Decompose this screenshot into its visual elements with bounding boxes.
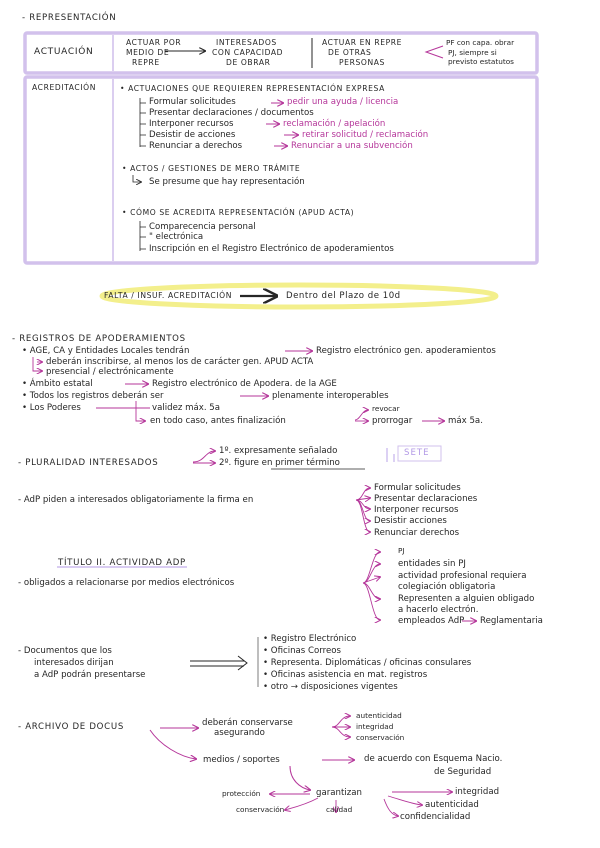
- acreditacion-item-1: Formular solicitudes: [149, 97, 236, 107]
- acreditacion-item-3-result: reclamación / apelación: [283, 119, 386, 129]
- documentos-item-5: • otro → disposiciones vigentes: [263, 682, 398, 692]
- como-item-1: Comparecencia personal: [149, 222, 256, 232]
- archivo-confidencialidad: confidencialidad: [400, 812, 471, 822]
- como-item-3: Inscripción en el Registro Electrónico de apoderamientos: [149, 244, 394, 254]
- actuacion-col1-line3: REPRE: [132, 58, 160, 67]
- adp-firma-item-4: Desistir acciones: [374, 516, 447, 526]
- como-item-2: " electrónica: [149, 232, 204, 242]
- titulo2-title: TÍTULO II. ACTIVIDAD ADP: [58, 558, 186, 568]
- archivo-title: - ARCHIVO DE DOCUS: [18, 722, 124, 732]
- archivo-deberan-item-2: integridad: [356, 722, 394, 731]
- adp-firma-item-2: Presentar declaraciones: [374, 494, 478, 504]
- actuacion-col3-line1: ACTUAR EN REPRE: [322, 38, 403, 47]
- archivo-esquema-2: de Seguridad: [434, 767, 492, 777]
- documentos-item-4: • Oficinas asistencia en mat. registros: [263, 670, 428, 680]
- archivo-calidad: calidad: [326, 805, 353, 814]
- archivo-deberan-item-3: conservación: [356, 733, 405, 742]
- representacion-title: - REPRESENTACIÓN: [22, 13, 117, 23]
- archivo-garantizan: garantizan: [316, 788, 362, 798]
- documentos-item-1: • Registro Electrónico: [263, 634, 357, 644]
- actuacion-col4-line1: PF con capa. obrar: [446, 38, 515, 47]
- actos-text: Se presume que hay representación: [149, 177, 305, 187]
- titulo2-item-7: empleados AdP: [398, 616, 465, 626]
- registros-line4: • Ámbito estatal: [22, 379, 93, 389]
- archivo-esquema-1: de acuerdo con Esquema Nacio.: [364, 754, 503, 764]
- archivo-deberan-2: asegurando: [214, 728, 265, 738]
- registros-max: máx 5a.: [448, 416, 483, 426]
- titulo2-reglamentaria: Reglamentaria: [480, 616, 543, 626]
- archivo-conservacion: conservación: [236, 805, 285, 814]
- acreditacion-item-4-result: retirar solicitud / reclamación: [302, 130, 429, 140]
- archivo-autenticidad: autenticidad: [425, 800, 479, 810]
- acreditacion-item-3: Interponer recursos: [149, 119, 234, 129]
- actuacion-col3-line2: DE OTRAS: [328, 48, 372, 57]
- titulo2-item-3: actividad profesional requiera: [398, 571, 527, 581]
- titulo2-item-4: colegiación obligatoria: [398, 582, 496, 592]
- actuacion-col2-line2: CON CAPACIDAD: [212, 48, 284, 57]
- adp-firma-item-3: Interponer recursos: [374, 505, 459, 515]
- documentos-item-3: • Representa. Diplomáticas / oficinas consulares: [263, 658, 472, 668]
- documentos-line-1: - Documentos que los: [18, 646, 112, 656]
- registros-line2: deberán inscribirse, al menos los de carácter gen. APUD ACTA: [46, 357, 314, 367]
- acreditacion-item-1-result: pedir una ayuda / licencia: [287, 97, 399, 107]
- registros-line1: • AGE, CA y Entidades Locales tendrán: [22, 346, 190, 356]
- actuacion-col4-line2: PJ, siempre si: [448, 48, 497, 57]
- registros-title: - REGISTROS DE APODERAMIENTOS: [12, 334, 186, 344]
- registros-line1-result: Registro electrónico gen. apoderamientos: [316, 346, 496, 356]
- actos-heading: • ACTOS / GESTIONES DE MERO TRÁMITE: [122, 164, 301, 173]
- registros-line6: • Los Poderes: [22, 403, 81, 413]
- adp-firma-item-5: Renunciar derechos: [374, 528, 460, 538]
- registros-revocar: revocar: [372, 404, 400, 413]
- archivo-deberan-1: deberán conservarse: [202, 718, 293, 728]
- pluralidad-opt1: 1º. expresamente señalado: [219, 446, 338, 456]
- registros-line5: • Todos los registros deberán ser: [22, 391, 164, 401]
- titulo2-item-6: a hacerlo electrón.: [398, 605, 479, 615]
- actuacion-label: ACTUACIÓN: [34, 47, 94, 57]
- acreditacion-item-2: Presentar declaraciones / documentos: [149, 108, 314, 118]
- registros-line5-result: plenamente interoperables: [272, 391, 389, 401]
- documentos-line-2: interesados dirijan: [34, 658, 114, 668]
- titulo2-item-2: entidades sin PJ: [398, 559, 466, 569]
- registros-prorrogar: prorrogar: [372, 416, 413, 426]
- adp-firma-text: - AdP piden a interesados obligatoriamente la firma en: [18, 495, 254, 505]
- acreditacion-heading: • ACTUACIONES QUE REQUIEREN REPRESENTACIÓN EXPRESA: [120, 84, 385, 93]
- registros-line4-result: Registro electrónico de Apodera. de la AGE: [152, 379, 337, 389]
- pluralidad-opt2: 2º. figure en primer término: [219, 458, 340, 468]
- titulo2-obligados: - obligados a relacionarse por medios electrónicos: [18, 578, 235, 588]
- adp-firma-item-1: Formular solicitudes: [374, 483, 461, 493]
- acreditacion-item-4: Desistir de acciones: [149, 130, 236, 140]
- archivo-deberan-item-1: autenticidad: [356, 711, 402, 720]
- actuacion-col2-line1: INTERESADOS: [216, 38, 277, 47]
- documentos-line-3: a AdP podrán presentarse: [34, 670, 146, 680]
- falta-label: FALTA / INSUF. ACREDITACIÓN: [104, 291, 232, 300]
- acreditacion-item-5: Renunciar a derechos: [149, 141, 243, 151]
- acreditacion-item-5-result: Renunciar a una subvención: [291, 141, 413, 151]
- como-heading: • CÓMO SE ACREDITA REPRESENTACIÓN (APUD ACTA): [122, 208, 355, 217]
- actuacion-col1-line2: MEDIO DE: [126, 48, 170, 57]
- archivo-medios: medios / soportes: [203, 755, 280, 765]
- actuacion-col4-line3: previsto estatutos: [448, 57, 514, 66]
- actuacion-col2-line3: DE OBRAR: [226, 58, 271, 67]
- pluralidad-note: SETE: [404, 448, 430, 458]
- registros-line3: presencial / electrónicamente: [46, 367, 174, 377]
- registros-line6-a: validez máx. 5a: [152, 403, 221, 413]
- documentos-item-2: • Oficinas Correos: [263, 646, 342, 656]
- falta-plazo: Dentro del Plazo de 10d: [286, 291, 401, 301]
- acreditacion-label: ACREDITACIÓN: [32, 83, 97, 92]
- pluralidad-title: - PLURALIDAD INTERESADOS: [18, 458, 159, 468]
- registros-line6-b: en todo caso, antes finalización: [150, 416, 286, 426]
- actuacion-col1-line1: ACTUAR POR: [126, 38, 182, 47]
- archivo-proteccion: protección: [222, 789, 261, 798]
- titulo2-item-5: Representen a alguien obligado: [398, 594, 535, 604]
- titulo2-item-1: PJ: [398, 546, 405, 555]
- actuacion-col3-line3: PERSONAS: [339, 58, 385, 67]
- archivo-integridad: integridad: [455, 787, 500, 797]
